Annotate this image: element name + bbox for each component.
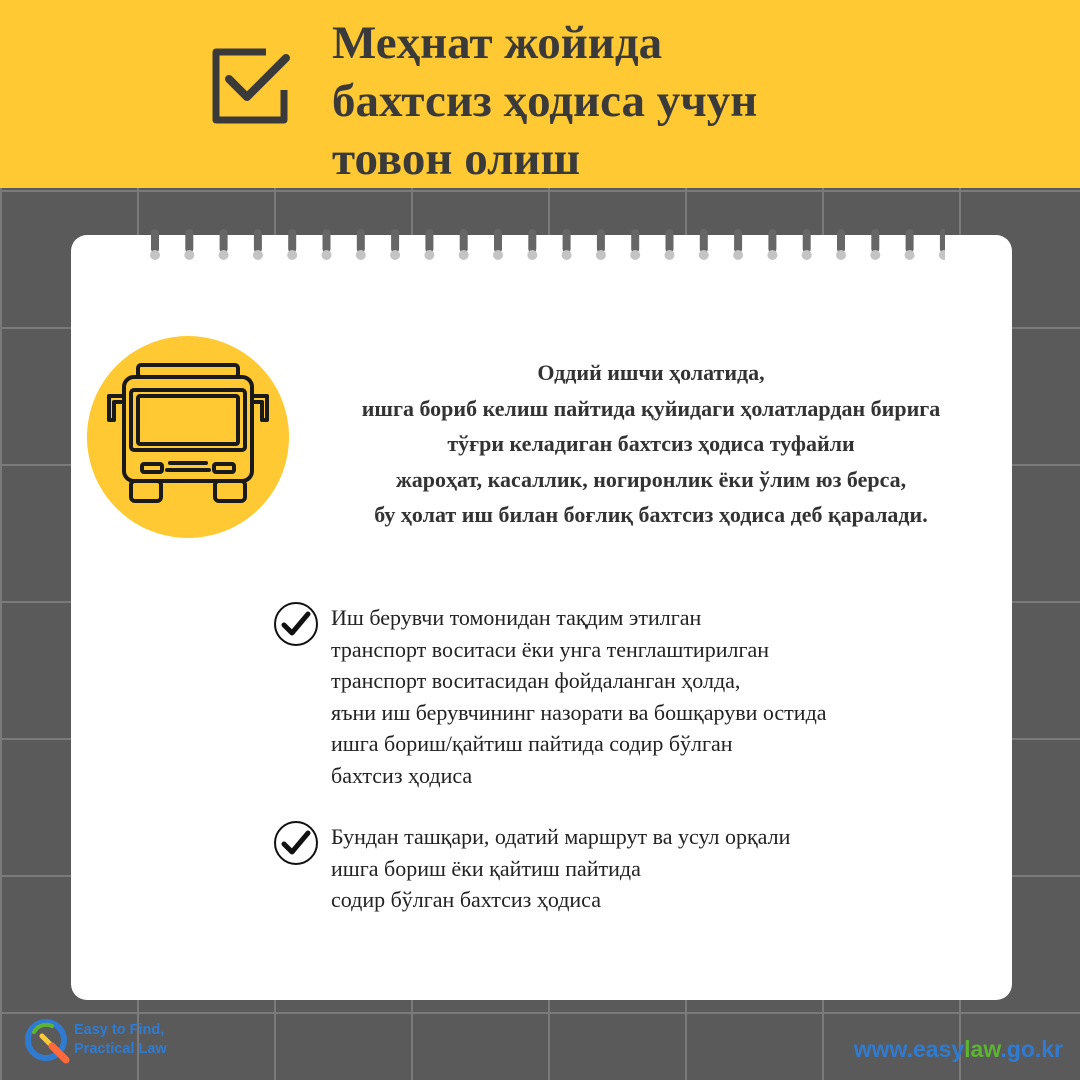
spiral-hole (356, 250, 366, 260)
site-url-law: law (964, 1036, 1001, 1062)
page-title (332, 14, 757, 188)
logo-text (74, 1021, 167, 1059)
spiral-hole (665, 250, 675, 260)
title-line: бахтсиз ҳодиса учун (332, 75, 758, 127)
check-circle-icon (273, 820, 319, 866)
spiral-hole (390, 250, 400, 260)
spiral-ring (220, 229, 228, 253)
spiral-ring (803, 229, 811, 253)
spiral-ring (288, 229, 296, 253)
intro-text (281, 355, 1021, 533)
spiral-ring (837, 229, 845, 253)
spiral-ring (357, 229, 365, 253)
spiral-binding (145, 229, 945, 261)
intro-line: Оддий ишчи ҳолатида, (537, 360, 765, 385)
spiral-hole (802, 250, 812, 260)
spiral-ring (734, 229, 742, 253)
site-url-easy: easy (912, 1036, 965, 1062)
list-item-line: ишга бориш/қайтиш пайтида содир бўлган (331, 731, 733, 756)
spiral-hole (219, 250, 229, 260)
logo-line: Practical Law (74, 1041, 167, 1057)
spiral-hole (630, 250, 640, 260)
notepad-card (71, 235, 1012, 1000)
spiral-ring (425, 229, 433, 253)
list-item-line: транспорт воситасидан фойдаланган ҳолда, (331, 668, 741, 693)
spiral-hole (287, 250, 297, 260)
spiral-ring (940, 229, 945, 253)
list-item-line: ишга бориш ёки қайтиш пайтида (331, 855, 641, 881)
spiral-ring (528, 229, 536, 253)
spiral-ring (700, 229, 708, 253)
spiral-ring (323, 229, 331, 253)
list-item-line: транспорт воситаси ёки унга тенглаштирилган (331, 636, 770, 662)
site-url-prefix: www. (853, 1036, 913, 1062)
spiral-hole (424, 250, 434, 260)
list-item-line: бахтсиз ҳодиса (331, 762, 473, 788)
list-item-text (331, 602, 827, 791)
checkbox-checked-icon (208, 44, 292, 128)
spiral-ring (185, 229, 193, 253)
spiral-hole (253, 250, 263, 260)
spiral-ring (151, 229, 159, 253)
list-item-text (331, 821, 790, 916)
magnifier-logo-icon (22, 1018, 70, 1064)
spiral-ring (871, 229, 879, 253)
spiral-hole (322, 250, 332, 260)
spiral-ring (666, 229, 674, 253)
intro-line: бу ҳолат иш билан боғлиқ бахтсиз ҳодиса деб қаралади. (374, 502, 928, 527)
spiral-ring (631, 229, 639, 253)
spiral-ring (391, 229, 399, 253)
spiral-hole (493, 250, 503, 260)
spiral-hole (905, 250, 915, 260)
spiral-hole (562, 250, 572, 260)
title-line: товон олиш (332, 133, 581, 185)
intro-line: жароҳат, касаллик, ногиронлик ёки ўлим юз берса, (395, 466, 907, 492)
spiral-hole (596, 250, 606, 260)
site-url-link[interactable] (854, 1036, 1063, 1063)
spiral-ring (460, 229, 468, 253)
spiral-hole (870, 250, 880, 260)
list-item-line: яъни иш берувчининг назорати ва бошқаруви остида (331, 699, 827, 725)
spiral-hole (939, 250, 945, 260)
list-item-line: содир бўлган бахтсиз ҳодиса (331, 887, 601, 912)
title-line: Меҳнат жойида (332, 17, 663, 69)
spiral-ring (563, 229, 571, 253)
intro-line: тўғри келадиган бахтсиз ҳодиса туфайли (447, 431, 855, 456)
bus-icon (87, 336, 289, 538)
list-item-line: Иш берувчи томонидан тақдим этилган (331, 605, 702, 630)
logo-line: Easy to Find, (74, 1022, 165, 1038)
spiral-ring (906, 229, 914, 253)
spiral-hole (527, 250, 537, 260)
header-banner (0, 0, 1080, 188)
intro-line: ишга бориб келиш пайтида қуйидаги ҳолатлардан бирига (361, 395, 941, 421)
spiral-ring (768, 229, 776, 253)
spiral-hole (459, 250, 469, 260)
spiral-ring (494, 229, 502, 253)
spiral-ring (254, 229, 262, 253)
spiral-hole (699, 250, 709, 260)
list-item-line: Бундан ташқари, одатий маршрут ва усул орқали (331, 824, 791, 849)
spiral-hole (733, 250, 743, 260)
spiral-hole (767, 250, 777, 260)
check-circle-icon (273, 601, 319, 647)
easylaw-logo (22, 1018, 222, 1064)
site-url-suffix: .go.kr (1000, 1036, 1063, 1062)
spiral-ring (597, 229, 605, 253)
spiral-hole (836, 250, 846, 260)
spiral-hole (150, 250, 160, 260)
spiral-hole (184, 250, 194, 260)
